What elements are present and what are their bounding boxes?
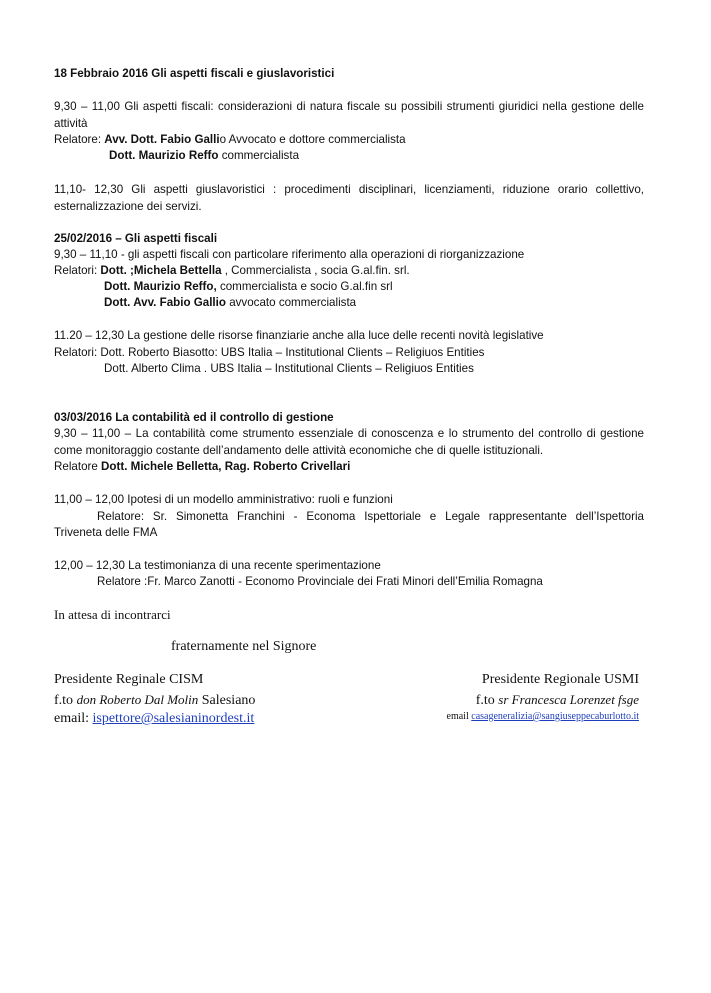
section-2-speaker-3	[104, 295, 356, 312]
speaker-name: Dott. Maurizio Reffo	[109, 149, 219, 162]
speaker-desc: Avvocato e dottore commercialista	[226, 133, 406, 146]
section-3-session-2-speaker-cont: Triveneta delle FMA	[54, 526, 158, 539]
speaker-desc: avvocato commercialista	[225, 296, 357, 309]
signature-right-title: Presidente Regionale USMI	[481, 672, 639, 687]
section-1-session-2: 11,10- 12,30 Gli aspetti giuslavoristici : procedimenti disciplinari, licenziamenti, riduzione orario collettivo, esternalizzazione dei servizi.	[54, 183, 644, 213]
section-3-session-1: 9,30 – 11,00 – La contabilità come strumento essenziale di conoscenza e lo strumento del controllo di gestione come monitoraggio costante dell’andamento delle attività economiche che di quelle istituzionali.	[54, 427, 644, 457]
section-1-heading: 18 Febbraio 2016 Gli aspetti fiscali e giuslavoristici	[54, 67, 335, 80]
signature-right-name	[476, 692, 639, 709]
section-2-session-2-speaker-2: Dott. Alberto Clima . UBS Italia – Institutional Clients – Religiuos Entities	[104, 362, 474, 375]
speaker-prefix: Relatore:	[54, 133, 105, 146]
fto-label: f.to	[475, 693, 499, 708]
email-link[interactable]: casageneralizia@sangiuseppecaburlotto.it	[471, 711, 639, 722]
speaker-name: Dott. Maurizio Reffo,	[104, 280, 217, 293]
section-2-session-2-speaker-1: Relatori: Dott. Roberto Biasotto: UBS Italia – Institutional Clients – Religiuos Entities	[54, 346, 485, 359]
section-2-heading: 25/02/2016 – Gli aspetti fiscali	[54, 232, 218, 245]
email-label: email:	[54, 711, 93, 726]
section-3-speaker	[54, 459, 350, 476]
speaker-prefix: Relatore	[54, 460, 102, 473]
speaker-name-tail: o	[219, 133, 227, 146]
section-2-speaker-1	[54, 263, 410, 280]
signature-name: don Roberto Dal Molin	[76, 692, 199, 707]
email-label: email	[446, 711, 472, 722]
section-3-session-3: 12,00 – 12,30 La testimonianza di una recente sperimentazione	[54, 559, 381, 572]
section-1-session-1: 9,30 – 11,00 Gli aspetti fiscali: considerazioni di natura fiscale su possibili strumenti giuridici nella gestione delle attività	[54, 100, 644, 130]
signature-name: sr Francesca Lorenzet fsge	[498, 692, 639, 707]
section-1-speaker-1	[54, 132, 406, 149]
fto-label: f.to	[54, 693, 77, 708]
signature-left-name	[54, 692, 255, 709]
closing-line-2: fraternamente nel Signore	[171, 639, 317, 654]
signature-left-email-line	[54, 711, 254, 727]
email-link[interactable]: ispettore@salesianinordest.it	[92, 711, 255, 726]
speaker-desc: commercialista	[218, 149, 300, 162]
section-3-heading: 03/03/2016 La contabilità ed il controllo di gestione	[54, 411, 334, 424]
closing-line-1: In attesa di incontrarci	[54, 607, 171, 622]
section-2-session-1: 9,30 – 11,10 - gli aspetti fiscali con particolare riferimento alla operazioni di riorganizzazione	[54, 248, 525, 261]
section-3-session-2: 11,00 – 12,00 Ipotesi di un modello amministrativo: ruoli e funzioni	[54, 493, 393, 506]
speaker-prefix: Relatori:	[54, 264, 101, 277]
section-3-session-2-speaker: Relatore: Sr. Simonetta Franchini - Economa Ispettoriale e Legale rappresentante dell’Ispettoria	[97, 510, 644, 523]
section-2-speaker-2	[104, 279, 393, 296]
speaker-names: Dott. Michele Belletta, Rag. Roberto Crivellari	[101, 460, 351, 473]
speaker-name: Avv. Dott. Fabio Galli	[104, 133, 220, 146]
speaker-name: Dott. Avv. Fabio Gallio	[104, 296, 226, 309]
section-3-session-3-speaker: Relatore :Fr. Marco Zanotti - Economo Provinciale dei Frati Minori dell’Emilia Romagna	[97, 575, 543, 588]
speaker-desc: , Commercialista , socia G.al.fin. srl.	[221, 264, 410, 277]
signature-right-email-line	[447, 711, 639, 722]
section-1-speaker-2	[109, 148, 299, 165]
section-2-session-2: 11.20 – 12,30 La gestione delle risorse finanziarie anche alla luce delle recenti novità legislative	[54, 329, 544, 342]
signature-suffix: Salesiano	[198, 693, 256, 708]
signature-left-title: Presidente Reginale CISM	[54, 672, 204, 687]
speaker-name: Dott. ;Michela Bettella	[100, 264, 222, 277]
speaker-desc: commercialista e socio G.al.fin srl	[216, 280, 393, 293]
